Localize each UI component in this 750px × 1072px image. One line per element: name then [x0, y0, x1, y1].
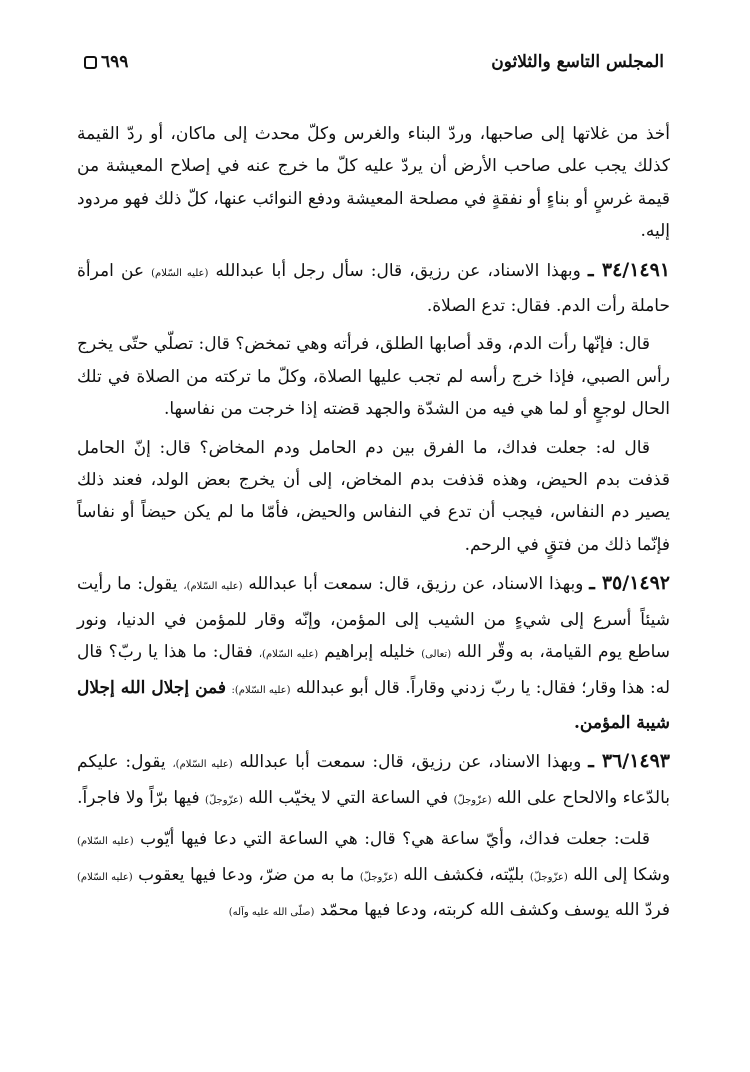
paragraph-text: وشكا إلى الله	[573, 864, 671, 885]
honorific: (صلّى الله عليه وآله)	[228, 906, 315, 918]
honorific: (عليه السّلام)	[151, 267, 209, 279]
paragraph-text: قال له: جعلت فداك، ما الفرق بين دم الحامل ودم المخاض؟ قال: إنّ الحامل قذفت بدم الحيض، وهذه قذفت بدم المخاض، إلى أن يخرج بعض الولد، فعند ذلك يصير دم النفاس، فيجب أن تدع في النفاس والحيض، فأمّا ما لم يكن حيضاً أو نفاساً فإنّما ذلك من فتقٍ في الرحم.	[77, 437, 670, 555]
page-header	[84, 52, 664, 80]
hadith-text: خليله إبراهيم	[324, 642, 416, 663]
honorific: (عزّوجلّ)	[205, 794, 243, 806]
honorific: (عليه السّلام)،	[172, 759, 233, 771]
page-number-group	[84, 52, 128, 72]
honorific: (عليه السّلام)	[77, 871, 133, 883]
honorific: (عزّوجلّ)	[359, 871, 398, 883]
paragraph-7	[77, 823, 670, 929]
hadith-number: ٣٤/١٤٩١ ـ	[587, 258, 671, 281]
hadith-text: في الساعة التي لا يخيّب الله	[248, 787, 449, 808]
paragraph-1	[77, 118, 670, 248]
running-title: المجلس التاسع والثلاثون	[491, 52, 664, 72]
hadith-text: يقول: عليكم بالدّعاء والالحاح على الله	[77, 752, 670, 808]
paragraph-text: بليّته، فكشف الله	[403, 864, 525, 885]
hadith-number: ٣٥/١٤٩٢ ـ	[589, 572, 671, 595]
paragraph-text: قلت: جعلت فداك، وأيّ ساعة هي؟ قال: هي الساعة التي دعا فيها أيّوب	[140, 829, 651, 850]
honorific: (عليه السّلام):	[231, 684, 291, 696]
paragraph-4	[77, 432, 670, 562]
hadith-text: وبهذا الاسناد، عن رزيق، قال: سأل رجل أبا عبدالله	[215, 260, 581, 281]
page-number: ٦٩٩	[101, 52, 129, 72]
hadith-1492	[77, 567, 670, 739]
paragraph-text: ما به من ضرّ، ودعا فيها يعقوب	[138, 864, 355, 885]
honorific: (عليه السّلام)	[77, 836, 134, 848]
honorific: (عزّوجلّ)	[529, 871, 568, 883]
hadith-number: ٣٦/١٤٩٣ ـ	[588, 750, 671, 773]
hadith-text: وبهذا الاسناد، عن رزيق، قال: سمعت أبا عبدالله	[248, 574, 584, 595]
hadith-1491	[77, 254, 670, 323]
body-text	[77, 118, 670, 935]
square-icon	[84, 56, 97, 69]
honorific: (تعالى)	[421, 649, 452, 661]
paragraph-text: فردّ الله يوسف وكشف الله كربته، ودعا فيها محمّد	[319, 899, 670, 920]
hadith-text: يقول: ما رأيت شيئاً أسرع إلى شيءٍ من الشيب إلى المؤمن، وإنّه وقار للمؤمن في الدنيا، ونور ساطع يوم القيامة، به وقّر الله	[77, 574, 671, 663]
paragraph-text: أخذ من غلاتها إلى صاحبها، وردّ البناء والغرس وكلّ محدث إلى ماكان، أو ردّ القيمة كذلك يجب على صاحب الأرض أن يردّ عليه كلّ ما خرج عنه في إصلاح المعيشة من قيمة غرسٍ أو بناءٍ أو نفقةٍ في مصلحة المعيشة ودفع النوائب عنها، كلّ ذلك فهو مردود إليه.	[77, 124, 670, 242]
honorific: (عليه السّلام)،	[183, 581, 243, 593]
honorific: (عليه السّلام)،	[258, 649, 319, 661]
hadith-text: فمن إجلال الله إجلال شيبة المؤمن.	[77, 677, 670, 733]
hadith-text: فقال: ما هذا يا ربّ؟ قال له: هذا وقار؛ فقال: يا ربّ زدني وقاراً. قال أبو عبدالله	[77, 642, 671, 698]
hadith-text: فيها برّاً ولا فاجراً.	[77, 787, 200, 808]
hadith-1493	[77, 745, 670, 817]
honorific: (عزّوجلّ)	[453, 794, 492, 806]
paragraph-text: قال: فإنّها رأت الدم، وقد أصابها الطلق، فرأته وهي تمخض؟ قال: تصلّي حتّى يخرج رأس الصبي، فإذا خرج رأسه لم تجب عليها الصلاة، وكلّ ما تركته من الصلاة في تلك الحال لوجعٍ أو لما هي فيه من الشدّة والجهد قضته إذا خرجت من نفاسها.	[77, 334, 670, 420]
paragraph-3	[77, 328, 670, 425]
hadith-text: وبهذا الاسناد، عن رزيق، قال: سمعت أبا عبدالله	[239, 752, 582, 773]
hadith-text: عن امرأة حاملة رأت الدم. فقال: تدع الصلاة.	[77, 260, 670, 317]
